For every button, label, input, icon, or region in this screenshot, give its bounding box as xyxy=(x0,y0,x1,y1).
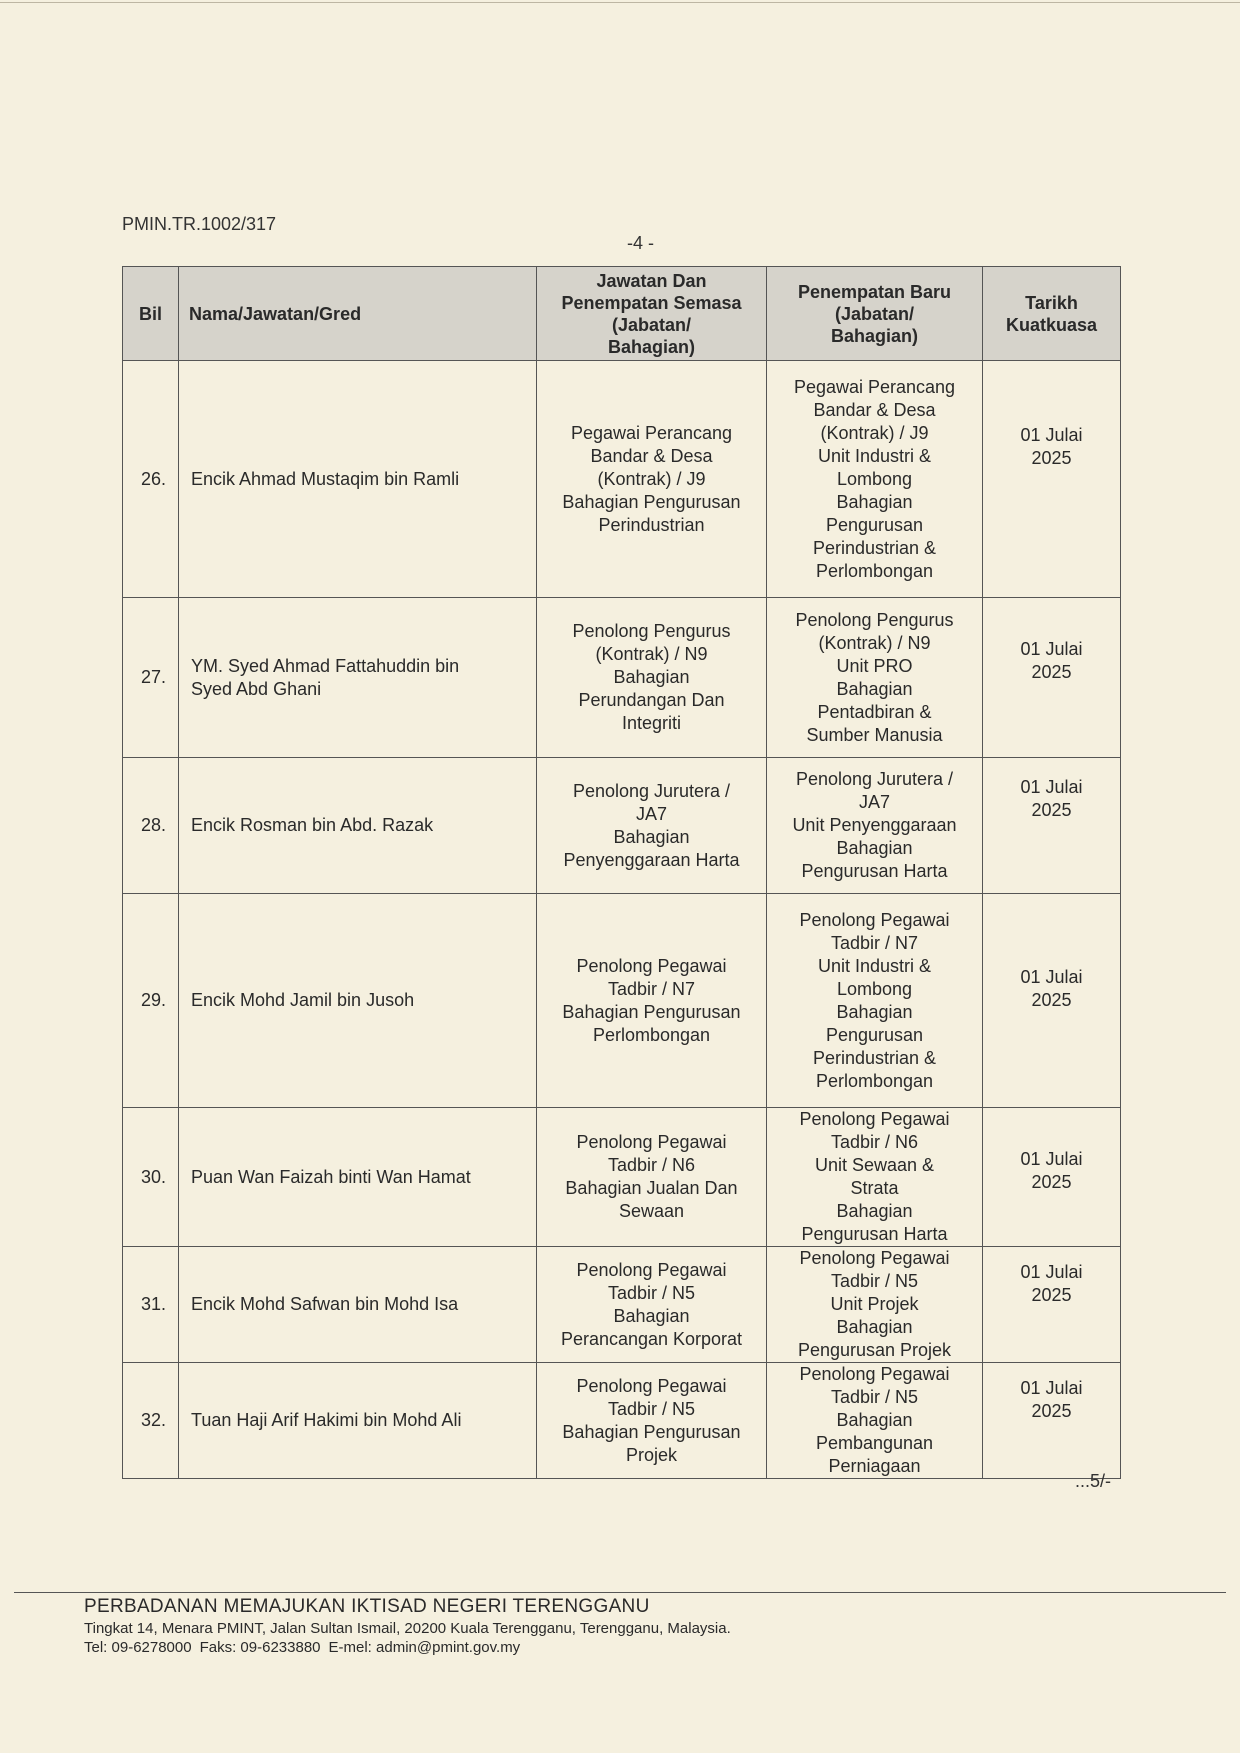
reference-number: PMIN.TR.1002/317 xyxy=(122,214,277,234)
footer-contact xyxy=(84,1638,731,1657)
row-bil: 29. xyxy=(123,894,179,1108)
row-name: Puan Wan Faizah binti Wan Hamat xyxy=(179,1108,537,1247)
row-date: 01 Julai 2025 xyxy=(983,1108,1121,1247)
row-date: 01 Julai 2025 xyxy=(983,361,1121,598)
header-effective-date: Tarikh Kuatkuasa xyxy=(983,267,1121,361)
row-new: Penolong Pegawai Tadbir / N6 Unit Sewaan & Strata Bahagian Pengurusan Harta xyxy=(767,1108,983,1247)
row-new: Penolong Jurutera / JA7 Unit Penyenggaraan Bahagian Pengurusan Harta xyxy=(767,758,983,894)
row-new: Penolong Pegawai Tadbir / N7 Unit Industri & Lombong Bahagian Pengurusan Perindustrian & Perlombongan xyxy=(767,894,983,1108)
row-name: Tuan Haji Arif Hakimi bin Mohd Ali xyxy=(179,1363,537,1479)
row-current: Penolong Pegawai Tadbir / N7 Bahagian Pengurusan Perlombongan xyxy=(537,894,767,1108)
row-name: Encik Mohd Safwan bin Mohd Isa xyxy=(179,1247,537,1363)
placement-table xyxy=(122,266,1121,1479)
header-bil: Bil xyxy=(123,267,179,361)
table-row xyxy=(123,1247,1121,1363)
row-current: Penolong Pengurus (Kontrak) / N9 Bahagian Perundangan Dan Integriti xyxy=(537,598,767,758)
page-number: -4 - xyxy=(627,233,654,253)
table-row xyxy=(123,894,1121,1108)
row-bil: 28. xyxy=(123,758,179,894)
header-name: Nama/Jawatan/Gred xyxy=(179,267,537,361)
row-bil: 32. xyxy=(123,1363,179,1479)
row-new: Penolong Pegawai Tadbir / N5 Unit Projek Bahagian Pengurusan Projek xyxy=(767,1247,983,1363)
row-name: YM. Syed Ahmad Fattahuddin bin Syed Abd Ghani xyxy=(179,598,537,758)
table-row xyxy=(123,361,1121,598)
header-new-placement: Penempatan Baru (Jabatan/ Bahagian) xyxy=(767,267,983,361)
row-bil: 26. xyxy=(123,361,179,598)
row-date: 01 Julai 2025 xyxy=(983,894,1121,1108)
row-date: 01 Julai 2025 xyxy=(983,758,1121,894)
row-new: Penolong Pegawai Tadbir / N5 Bahagian Pembangunan Perniagaan xyxy=(767,1363,983,1479)
table-row xyxy=(123,758,1121,894)
header-current-position: Jawatan Dan Penempatan Semasa (Jabatan/ Bahagian) xyxy=(537,267,767,361)
row-name: Encik Rosman bin Abd. Razak xyxy=(179,758,537,894)
row-date: 01 Julai 2025 xyxy=(983,598,1121,758)
footer-organization: PERBADANAN MEMAJUKAN IKTISAD NEGERI TERENGGANU xyxy=(84,1596,650,1617)
row-bil: 27. xyxy=(123,598,179,758)
footer-address: Tingkat 14, Menara PMINT, Jalan Sultan Ismail, 20200 Kuala Terengganu, Terengganu, Malaysia. xyxy=(84,1620,731,1637)
row-new: Penolong Pengurus (Kontrak) / N9 Unit PRO Bahagian Pentadbiran & Sumber Manusia xyxy=(767,598,983,758)
row-current: Penolong Pegawai Tadbir / N5 Bahagian Perancangan Korporat xyxy=(537,1247,767,1363)
table-row xyxy=(123,1108,1121,1247)
footer-email: E-mel: admin@pmint.gov.my xyxy=(328,1639,521,1656)
row-bil: 31. xyxy=(123,1247,179,1363)
row-name: Encik Mohd Jamil bin Jusoh xyxy=(179,894,537,1108)
row-current: Penolong Pegawai Tadbir / N5 Bahagian Pengurusan Projek xyxy=(537,1363,767,1479)
row-current: Penolong Pegawai Tadbir / N6 Bahagian Jualan Dan Sewaan xyxy=(537,1108,767,1247)
footer-fax: Faks: 09-6233880 xyxy=(199,1639,321,1656)
row-current: Penolong Jurutera / JA7 Bahagian Penyenggaraan Harta xyxy=(537,758,767,894)
table-row xyxy=(123,1363,1121,1479)
row-name: Encik Ahmad Mustaqim bin Ramli xyxy=(179,361,537,598)
top-edge-line xyxy=(0,2,1240,3)
table-row xyxy=(123,598,1121,758)
continuation-marker: ...5/- xyxy=(1075,1471,1112,1491)
row-date: 01 Julai 2025 xyxy=(983,1363,1121,1479)
row-current: Pegawai Perancang Bandar & Desa (Kontrak) / J9 Bahagian Pengurusan Perindustrian xyxy=(537,361,767,598)
row-date: 01 Julai 2025 xyxy=(983,1247,1121,1363)
footer xyxy=(84,1595,731,1657)
footer-divider xyxy=(14,1592,1226,1593)
footer-phone: Tel: 09-6278000 xyxy=(84,1639,192,1656)
row-bil: 30. xyxy=(123,1108,179,1247)
table-header-row xyxy=(123,267,1121,361)
row-new: Pegawai Perancang Bandar & Desa (Kontrak) / J9 Unit Industri & Lombong Bahagian Pengurusan Perindustrian & Perlombongan xyxy=(767,361,983,598)
